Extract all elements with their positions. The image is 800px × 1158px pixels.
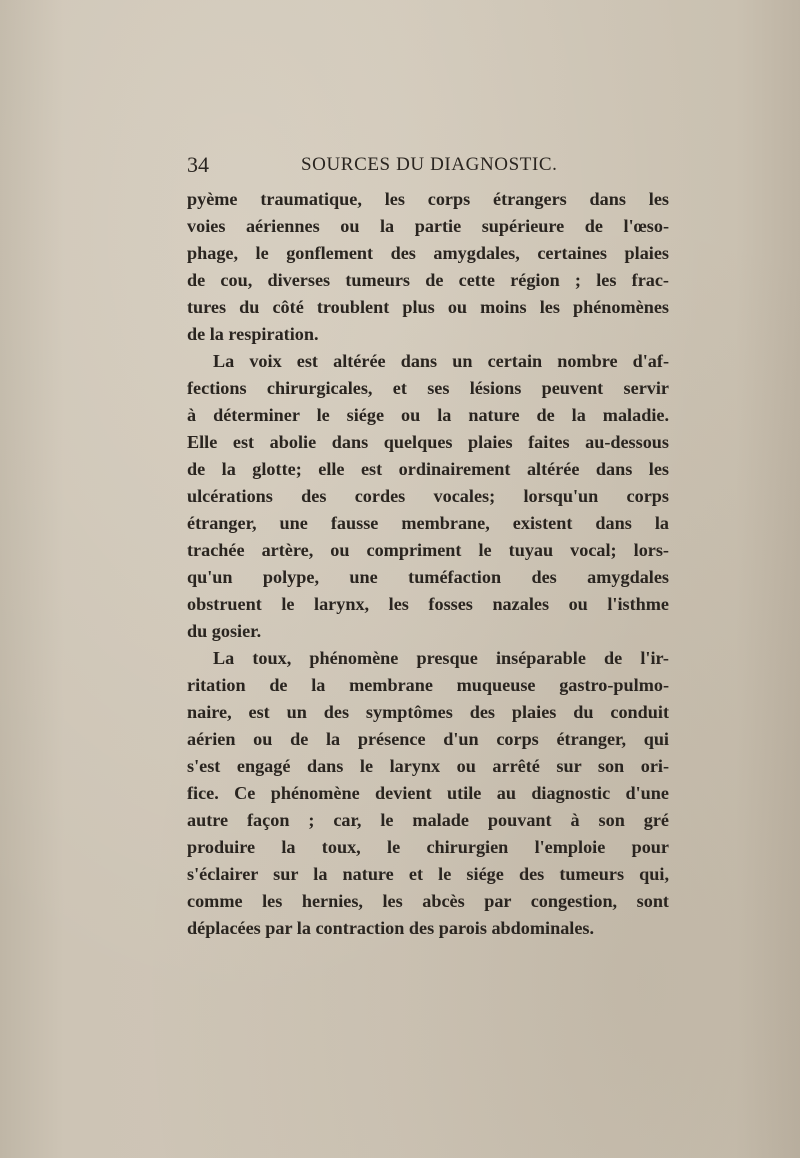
text-line: produire la toux, le chirurgien l'emploie pour (187, 837, 669, 857)
text-line: qu'un polype, une tuméfaction des amygdales (187, 567, 669, 587)
text-line: obstruent le larynx, les fosses nazales ou l'isthme (187, 594, 669, 614)
text-line: autre façon ; car, le malade pouvant à son gré (187, 810, 669, 830)
page-number: 34 (187, 152, 209, 177)
running-head (187, 152, 667, 184)
text-line: La voix est altérée dans un certain nombre d'af- (213, 351, 669, 371)
paragraph (187, 348, 669, 645)
text-line: comme les hernies, les abcès par congestion, sont (187, 891, 669, 911)
paragraph (187, 186, 669, 348)
text-line: du gosier. (187, 621, 262, 641)
text-line: fections chirurgicales, et ses lésions peuvent servir (187, 378, 669, 398)
text-line: tures du côté troublent plus ou moins les phénomènes (187, 297, 669, 317)
text-line: ritation de la membrane muqueuse gastro-pulmo- (187, 675, 669, 695)
text-line: naire, est un des symptômes des plaies du conduit (187, 702, 669, 722)
body-text (187, 186, 669, 942)
text-line: s'éclairer sur la nature et le siége des tumeurs qui, (187, 864, 669, 884)
text-line: s'est engagé dans le larynx ou arrêté sur son ori- (187, 756, 669, 776)
text-line: phage, le gonflement des amygdales, certaines plaies (187, 243, 669, 263)
text-line: de cou, diverses tumeurs de cette région ; les frac- (187, 270, 669, 290)
text-line: trachée artère, ou compriment le tuyau vocal; lors- (187, 540, 669, 560)
text-line: étranger, une fausse membrane, existent dans la (187, 513, 669, 533)
text-line: aérien ou de la présence d'un corps étranger, qui (187, 729, 669, 749)
text-line: voies aériennes ou la partie supérieure de l'œso- (187, 216, 669, 236)
text-line: La toux, phénomène presque inséparable de l'ir- (213, 648, 669, 668)
text-line: à déterminer le siége ou la nature de la maladie. (187, 405, 669, 425)
text-line: de la glotte; elle est ordinairement altérée dans les (187, 459, 669, 479)
paragraph (187, 645, 669, 942)
text-line: Elle est abolie dans quelques plaies faites au-dessous (187, 432, 669, 452)
text-line: de la respiration. (187, 324, 319, 344)
text-line: fice. Ce phénomène devient utile au diagnostic d'une (187, 783, 669, 803)
text-line: pyème traumatique, les corps étrangers dans les (187, 189, 669, 209)
running-title: SOURCES DU DIAGNOSTIC. (301, 154, 558, 175)
text-line: ulcérations des cordes vocales; lorsqu'un corps (187, 486, 669, 506)
text-line: déplacées par la contraction des parois abdominales. (187, 918, 595, 938)
